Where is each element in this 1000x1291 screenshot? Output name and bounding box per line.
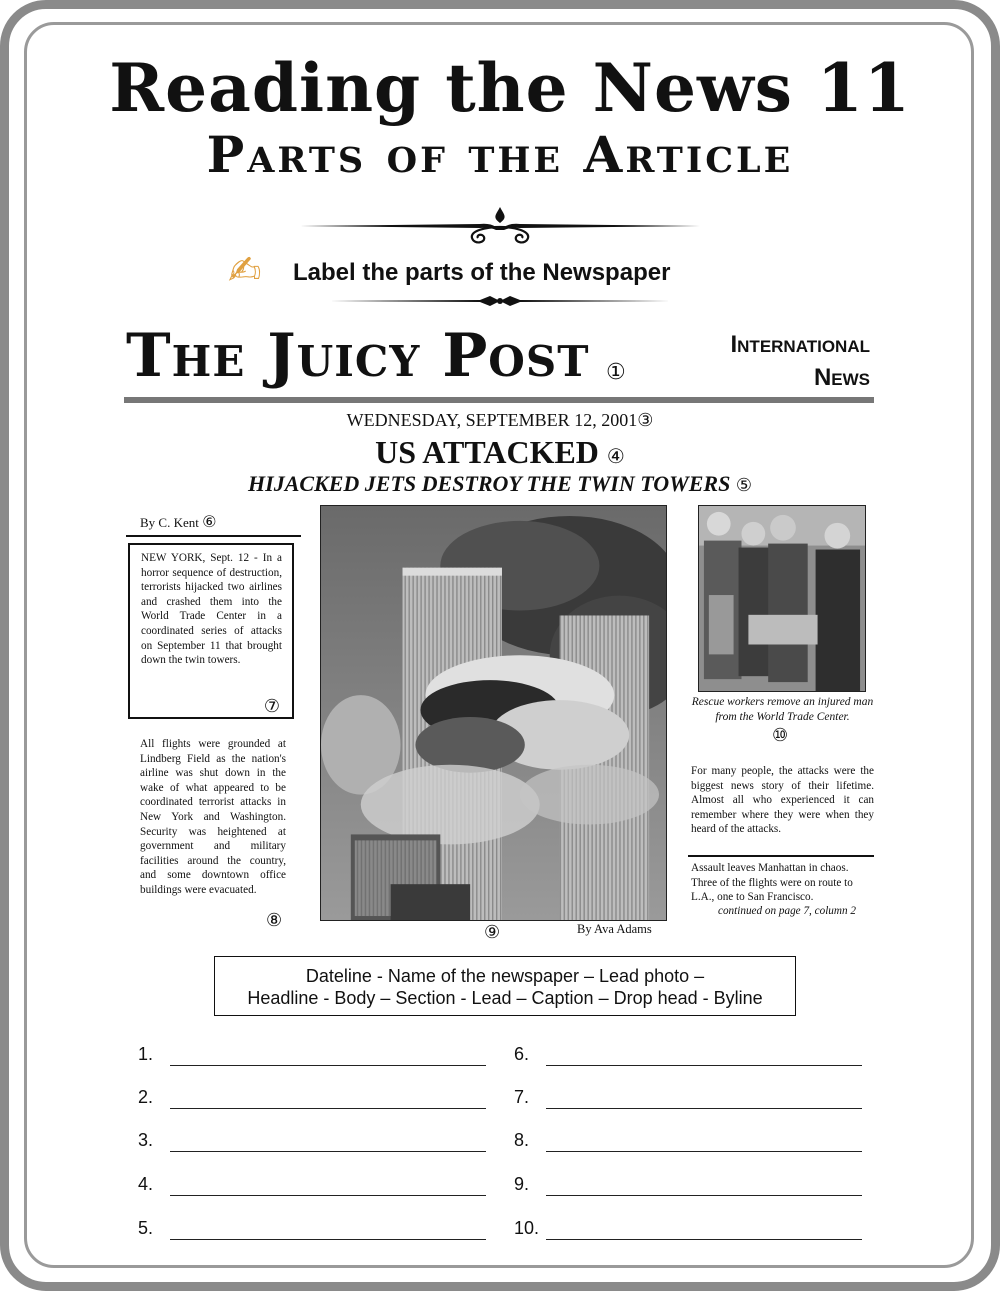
continued-note: continued on page 7, column 2 [718, 905, 856, 917]
lead-text: NEW YORK, Sept. 12 - In a horror sequence of destruction, terrorists hijacked two airlines and crashed them into the World Trade Center in a coordinated series of attacks on September 11 that brought down the twin towers. [141, 552, 282, 667]
label-number-7: ⑦ [263, 696, 280, 718]
answer-line[interactable] [170, 1108, 486, 1109]
writing-hand-icon: ✍ [228, 248, 262, 294]
label-number-3: ③ [637, 410, 654, 431]
byline-text: By C. Kent [140, 515, 199, 530]
dateline-text: WEDNESDAY, SEPTEMBER 12, 2001 [346, 410, 638, 430]
answer-line[interactable] [170, 1195, 486, 1196]
answer-line[interactable] [546, 1108, 862, 1109]
word-bank-line-2: Headline - Body – Section - Lead – Caption – Drop head - Byline [247, 988, 763, 1008]
answer-line[interactable] [170, 1151, 486, 1152]
answer-line[interactable] [170, 1065, 486, 1066]
answer-number: 8. [514, 1130, 530, 1150]
lead-photo [320, 505, 667, 921]
headline-text: US ATTACKED [375, 434, 599, 470]
answer-number: 10. [514, 1218, 540, 1238]
worksheet-subtitle: Parts of the Article [206, 125, 794, 184]
small-ornament-divider [330, 290, 670, 312]
instruction-text: Label the parts of the Newspaper [293, 259, 671, 286]
body-right-text-2: Assault leaves Manhattan in chaos. Three of the flights were on route to L.A., one to San Francisco. [691, 862, 853, 904]
label-number-10: ⑩ [772, 725, 789, 746]
newspaper-name: The Juicy Post [126, 321, 590, 391]
photo-byline: By Ava Adams [577, 922, 652, 936]
word-bank-line-1: Dateline - Name of the newspaper – Lead photo – [305, 966, 705, 986]
answer-number: 6. [514, 1044, 530, 1064]
worksheet-title: Reading the News 11 [109, 49, 911, 127]
body-text: All flights were grounded at Lindberg Field as the nation's airline was shut down in the wake of what appeared to be coordinated terrorist attacks in New York and Washington. Security was heightened at government and military facilities around the country, and some downtown office buildings were evacuated. [140, 738, 286, 896]
right-column-rule [688, 855, 874, 857]
answer-number: 7. [514, 1087, 530, 1107]
answer-number: 4. [138, 1174, 154, 1194]
answer-number: 5. [138, 1218, 154, 1238]
label-number-8: ⑧ [266, 910, 283, 931]
answer-number: 2. [138, 1087, 154, 1107]
label-number-4: ④ [606, 444, 625, 468]
answer-number: 3. [138, 1130, 154, 1150]
answer-line[interactable] [546, 1151, 862, 1152]
label-number-5: ⑤ [735, 475, 752, 496]
section-line-1: International [730, 331, 870, 358]
body-right-text: For many people, the attacks were the biggest news story of their lifetime. Almost all who experienced it can remember where they were when they heard of the attacks. [691, 765, 874, 836]
answer-line[interactable] [546, 1239, 862, 1240]
dateline [0, 408, 1000, 433]
answer-line[interactable] [170, 1239, 486, 1240]
byline [140, 512, 216, 531]
ornament-divider [300, 205, 700, 247]
answer-line[interactable] [546, 1195, 862, 1196]
drop-head [0, 470, 1000, 500]
section-line-2: News [813, 364, 870, 391]
lead-box [128, 543, 294, 719]
byline-rule [126, 535, 301, 537]
answer-line[interactable] [546, 1065, 862, 1066]
word-bank [214, 956, 796, 1016]
photo-caption: Rescue workers remove an injured man from the World Trade Center. [691, 696, 874, 723]
answer-number: 1. [138, 1044, 154, 1064]
label-number-6: ⑥ [202, 512, 217, 531]
drop-head-text: HIJACKED JETS DESTROY THE TWIN TOWERS [248, 471, 731, 496]
label-number-1: ① [606, 360, 626, 385]
masthead-rule [124, 397, 874, 403]
label-number-9: ⑨ [484, 922, 501, 943]
section-label [730, 328, 870, 394]
side-photo [698, 505, 866, 692]
answer-number: 9. [514, 1174, 530, 1194]
